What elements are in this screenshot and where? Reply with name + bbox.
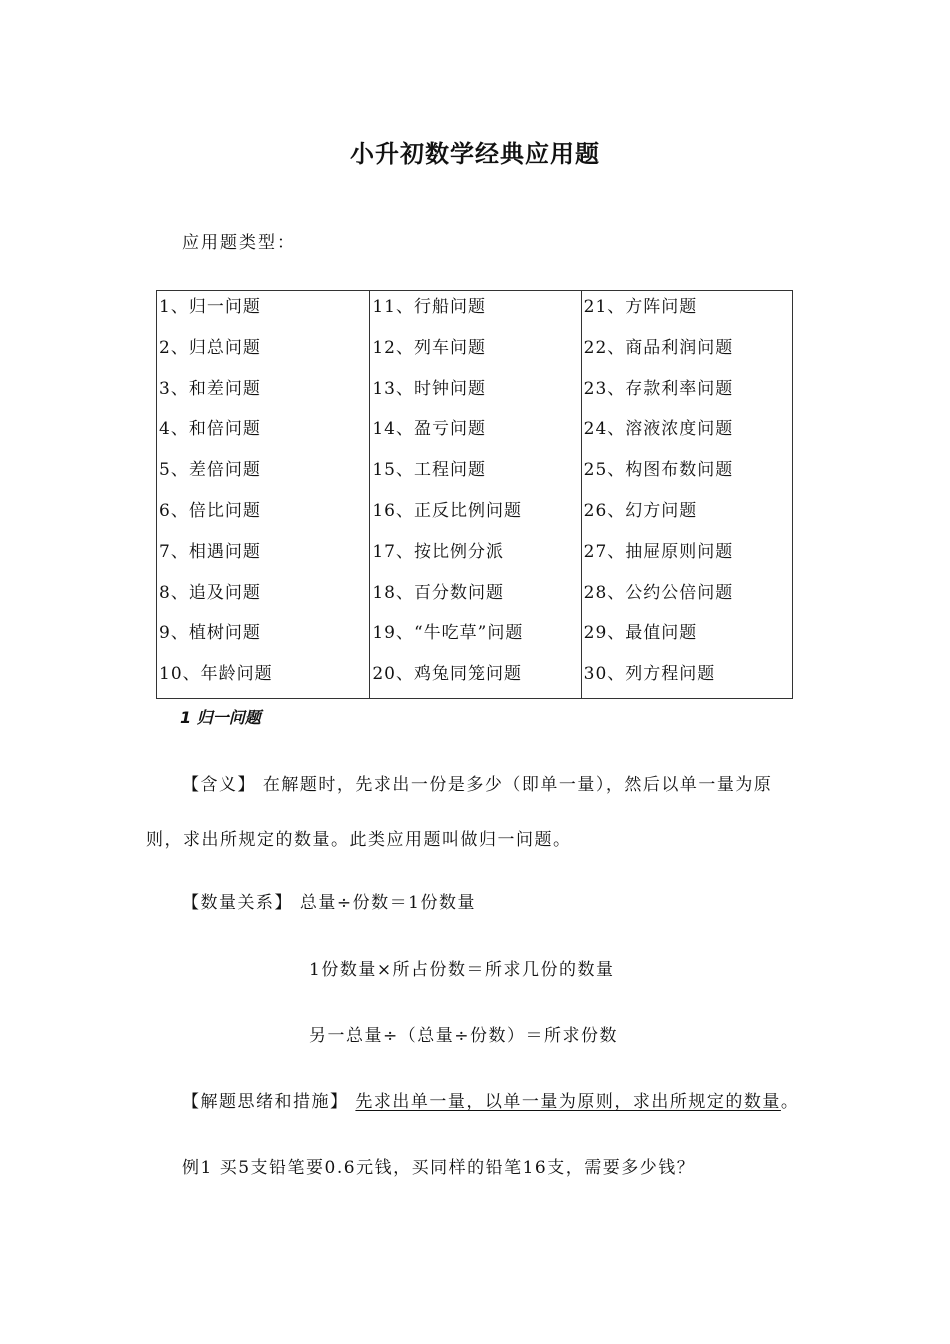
method-line (182, 1087, 799, 1112)
example-1: 例1 买5支铅笔要0.6元钱，买同样的铅笔16支，需要多少钱？ (182, 1158, 696, 1178)
table-cell: 12、列车问题 (372, 337, 486, 358)
table-column-1 (157, 291, 369, 698)
table-cell: 3、和差问题 (159, 378, 261, 399)
table-cell: 23、存款利率问题 (583, 378, 734, 399)
relation-formula-3: 另一总量÷（总量÷份数）＝所求份数 (309, 1026, 618, 1046)
table-cell: 28、公约公倍问题 (583, 582, 734, 603)
table-cell: 14、盈亏问题 (372, 419, 486, 440)
table-cell: 21、方阵问题 (583, 297, 698, 317)
table-cell: 9、植树问题 (159, 623, 261, 644)
table-cell: 20、鸡兔同笼问题 (372, 664, 522, 685)
table-cell: 16、正反比例问题 (372, 500, 522, 521)
table-cell: 10、年龄问题 (159, 664, 273, 685)
method-label: 【解题思绪和措施】 (182, 1092, 349, 1112)
table-column-3 (581, 291, 792, 698)
table-cell: 22、商品利润问题 (583, 337, 734, 358)
table-cell: 11、行船问题 (372, 297, 486, 317)
section-title: 1 归一问题 (180, 708, 261, 727)
meaning-label: 【含义】 (182, 775, 256, 795)
table-cell: 17、按比例分派 (372, 541, 504, 562)
table-cell: 25、构图布数问题 (583, 460, 734, 481)
table-cell: 26、幻方问题 (583, 500, 698, 521)
relation-line-1 (182, 888, 476, 913)
meaning-paragraph-line-1 (182, 770, 772, 795)
table-cell: 27、抽屉原则问题 (583, 541, 734, 562)
table-cell: 4、和倍问题 (159, 419, 261, 440)
table-cell: 18、百分数问题 (372, 582, 504, 603)
method-period: 。 (780, 1092, 800, 1112)
table-cell: 29、最值问题 (583, 623, 698, 644)
table-cell: 6、倍比问题 (159, 500, 261, 521)
method-text: 先求出单一量，以单一量为原则，求出所规定的数量 (355, 1092, 781, 1112)
meaning-paragraph-line-2: 则，求出所规定的数量。此类应用题叫做归一问题。 (146, 830, 572, 850)
relation-formula-2: 1份数量×所占份数＝所求几份的数量 (309, 960, 615, 980)
table-cell: 5、差倍问题 (159, 460, 261, 481)
relation-label: 【数量关系】 (182, 893, 293, 913)
page-title: 小升初数学经典应用题 (350, 140, 600, 168)
table-cell: 24、溶液浓度问题 (583, 419, 734, 440)
table-cell: 7、相遇问题 (159, 541, 261, 562)
table-cell: 19、“牛吃草”问题 (372, 623, 524, 644)
table-cell: 8、追及问题 (159, 582, 261, 603)
table-cell: 2、归总问题 (159, 337, 261, 358)
problem-types-table (156, 290, 793, 699)
table-cell: 13、时钟问题 (372, 378, 486, 399)
relation-formula-1: 总量÷份数＝1份数量 (299, 893, 476, 913)
table-cell: 1、归一问题 (159, 297, 261, 317)
table-cell: 15、工程问题 (372, 460, 486, 481)
table-column-2 (369, 291, 580, 698)
meaning-text: 在解题时，先求出一份是多少（即单一量），然后以单一量为原 (262, 775, 773, 795)
types-heading: 应用题类型： (182, 233, 296, 253)
table-cell: 30、列方程问题 (583, 664, 716, 685)
